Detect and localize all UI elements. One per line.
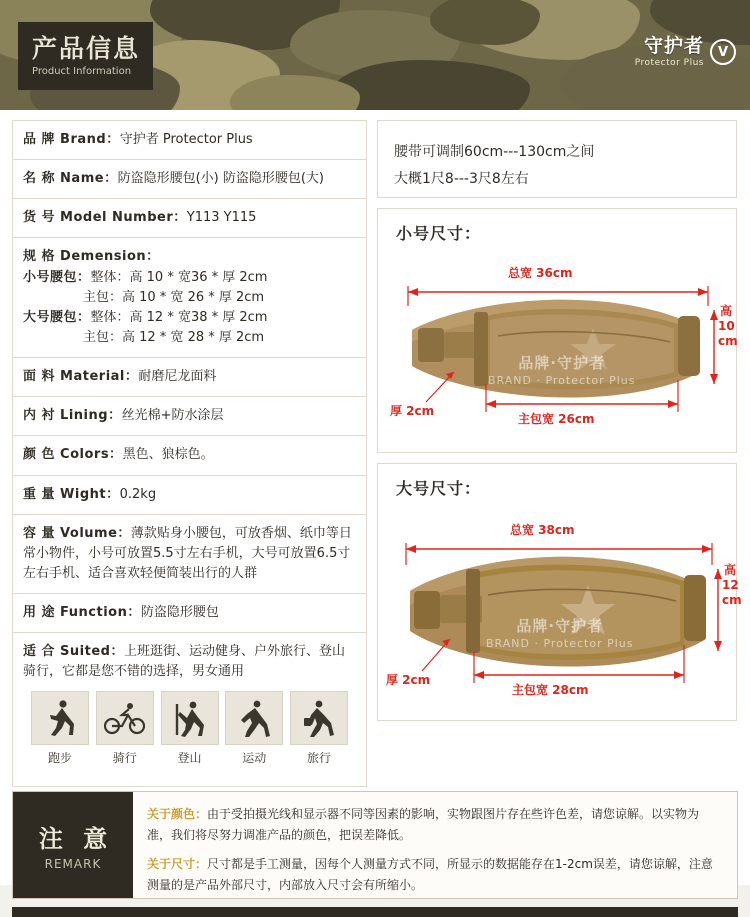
watermark-bottom: BRAND · Protector Plus (486, 636, 634, 650)
dimension-small-first (23, 268, 356, 288)
row-label: 品 牌 Brand： (23, 132, 120, 147)
dimension-small-line-1: 整体：高 10 * 宽36 * 厚 2cm (90, 269, 268, 285)
footer-bar (12, 907, 738, 917)
remark-title-cn: 注 意 (38, 825, 114, 854)
table-row-volume (13, 515, 366, 594)
sports-icon (225, 691, 283, 745)
table-row-name (13, 160, 366, 199)
row-value: Y113 Y115 (186, 210, 257, 226)
big-height-value: 12 (722, 578, 739, 592)
remark-item-text: 由于受拍摄光线和显示器不同等因素的影响，实物跟图片存在些许色差，请您谅解。以实物为准，我们将尽努力调准产品的颜色，把误差降低。 (147, 807, 700, 843)
row-value: 薄款贴身小腰包，可放香烟、纸巾等日常小物件，小号可放置5.5寸左右手机，大号可放置6.5寸左右手机、适合喜欢轻便简装出行的人群 (23, 525, 352, 581)
row-label: 容 量 Volume： (23, 525, 131, 541)
row-value: 黑色、狼棕色。 (122, 447, 214, 463)
figure-small-image (378, 244, 736, 448)
big-thickness-label: 厚 2cm (386, 673, 431, 687)
big-height-cn: 高 (723, 563, 736, 577)
row-value: 耐磨尼龙面料 (138, 369, 217, 385)
row-value: 防盗隐形腰包(小) 防盗隐形腰包(大) (117, 171, 324, 187)
table-row-lining (13, 397, 366, 436)
figure-small (377, 208, 737, 453)
page-title-en: Product Information (32, 66, 132, 78)
figure-big (377, 463, 742, 721)
climbing-icon (161, 691, 219, 745)
table-row-dimension (13, 238, 366, 358)
row-value: 防盗隐形腰包 (140, 605, 219, 621)
small-total-width-label: 总宽 36cm (508, 266, 573, 280)
dimension-label: 规 格 Demension： (23, 249, 160, 265)
big-height-unit: cm (722, 593, 742, 607)
activity-item-sports (223, 691, 285, 768)
small-main-width-label: 主包宽 26cm (518, 412, 595, 426)
row-label: 用 途 Function： (23, 605, 141, 621)
big-total-width-label: 总宽 38cm (510, 523, 575, 537)
figure-big-image (378, 499, 742, 715)
remark-item-key: 关于颜色： (147, 807, 208, 822)
watermark-bottom: BRAND · Protector Plus (488, 373, 636, 387)
activity-label: 跑步 (47, 750, 72, 765)
remark-body (133, 792, 737, 898)
dimension-big-line-2: 主包：高 12 * 宽 28 * 厚 2cm (83, 329, 265, 345)
brand-logo-icon: V (710, 39, 736, 65)
activity-item-climbing (159, 691, 221, 768)
small-height-label (718, 304, 738, 349)
big-height-label (722, 563, 742, 608)
table-row-function (13, 594, 366, 633)
figures-column (377, 120, 742, 787)
brand-name-en: Protector Plus (634, 57, 704, 68)
dimension-big-first (23, 308, 356, 328)
row-label: 适 合 Suited： (23, 644, 124, 660)
brand-name-cn: 守护者 (643, 35, 704, 57)
dimension-small-second (23, 288, 356, 308)
dimension-big-second (23, 328, 356, 348)
belt-note-line-2: 大概1尺8---3尺8左右 (394, 170, 529, 187)
row-label: 货 号 Model Number： (23, 210, 187, 226)
table-row-model (13, 199, 366, 238)
activity-item-running (29, 691, 91, 768)
row-value: 守护者 Protector Plus (119, 132, 253, 147)
remark-item-text: 尺寸都是手工测量，因每个人测量方式不同，所显示的数据能存在1-2cm误差，请您谅解，注意测量的是产品外部尺寸，内部放入尺寸会有所缩小。 (147, 857, 713, 893)
cycling-icon (96, 691, 154, 745)
content-area (0, 110, 750, 787)
table-row-suited (13, 633, 366, 787)
figure-small-title: 小号尺寸： (396, 224, 482, 243)
remark-panel (12, 791, 738, 899)
remark-title (13, 792, 133, 898)
brand-badge (635, 36, 736, 68)
watermark-top: 品牌·守护者 (518, 354, 606, 372)
big-main-width-label: 主包宽 28cm (512, 683, 589, 697)
row-label: 颜 色 Colors： (23, 447, 123, 463)
activity-icons (23, 683, 356, 778)
page-title (18, 22, 153, 90)
dimension-big-label: 大号腰包： (23, 309, 91, 325)
running-icon (31, 691, 89, 745)
remark-item-key: 关于尺寸： (147, 857, 208, 872)
table-row-colors (13, 436, 366, 475)
figure-big-title: 大号尺寸： (396, 479, 482, 498)
small-height-cn: 高 (719, 304, 732, 318)
small-height-value: 10 (718, 319, 735, 333)
page-title-cn: 产品信息 (32, 33, 141, 63)
table-row-brand (13, 121, 366, 160)
dimension-small-line-2: 主包：高 10 * 宽 26 * 厚 2cm (83, 289, 265, 305)
remark-item-size (147, 854, 723, 896)
dimension-big-line-1: 整体：高 12 * 宽38 * 厚 2cm (90, 309, 268, 325)
remark-item-color (147, 804, 723, 846)
activity-label: 运动 (242, 750, 267, 765)
activity-label: 旅行 (306, 750, 331, 765)
table-row-material (13, 358, 366, 397)
travel-icon (290, 691, 348, 745)
dimension-small-label: 小号腰包： (23, 269, 91, 285)
watermark-top: 品牌·守护者 (516, 617, 604, 635)
belt-note-line-1: 腰带可调制60cm---130cm之间 (394, 144, 595, 160)
spec-column (12, 120, 367, 787)
row-label: 面 料 Material： (23, 369, 139, 385)
table-row-weight (13, 476, 366, 515)
row-value: 上班逛街、运动健身、户外旅行、登山骑行，它都是您不错的选择，男女通用 (23, 644, 345, 680)
activity-item-travel (288, 691, 350, 768)
activity-label: 骑行 (112, 750, 137, 765)
row-value: 0.2kg (119, 486, 157, 502)
row-value: 丝光棉+防水涂层 (121, 408, 224, 424)
small-height-unit: cm (718, 334, 738, 348)
activity-item-cycling (94, 691, 156, 768)
row-label: 重 量 Wight： (23, 486, 120, 502)
page-header (0, 0, 750, 110)
belt-note-panel (377, 120, 737, 198)
spec-table (12, 120, 367, 787)
row-label: 名 称 Name： (23, 171, 118, 187)
small-thickness-label: 厚 2cm (390, 404, 435, 418)
remark-title-en: REMARK (44, 857, 102, 872)
row-label: 内 衬 Lining： (23, 408, 122, 424)
activity-label: 登山 (177, 750, 202, 765)
